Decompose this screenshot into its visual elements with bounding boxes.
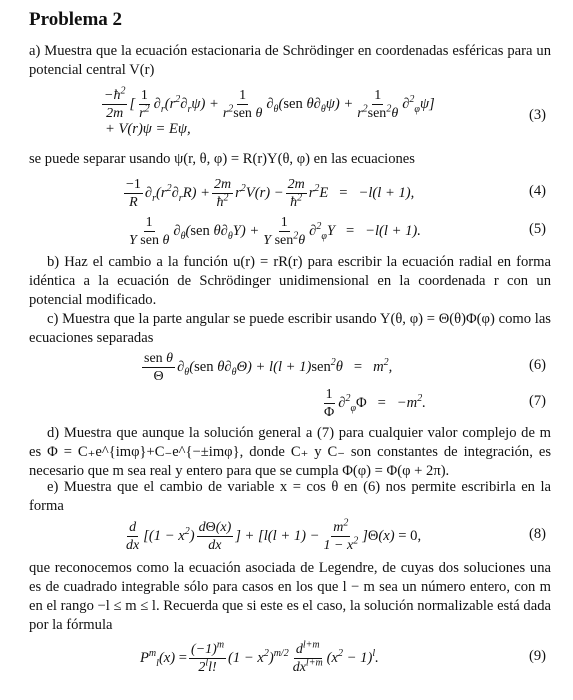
problem-title: Problema 2	[29, 9, 123, 30]
equation-6: $\frac{\text{sen θ}}{\Theta}$ $\partial_\theta(sen$ $\theta\partial_\theta\Theta) + l(l + 1)sen^2\theta = m^2$, (6)	[144, 351, 546, 384]
equation-7: $\frac{1}{\Phi}$ ∂$^2_\varphi$Φ = $-m^2$. (7)	[324, 387, 546, 420]
separate-paragraph: se puede separar usando ψ(r, θ, φ) = R(r)Y(θ, φ) en las ecuaciones	[29, 151, 415, 167]
equation-5-label: (5)	[528, 221, 546, 237]
part-e-paragraph: e) Muestra que el cambio de variable x = cos θ en (6) nos permite escribirla en la forma	[29, 479, 551, 514]
part-c-paragraph: c) Muestra que la parte angular se puede escribir usando Y(θ, φ) = Θ(θ)Φ(φ) como las ecuaciones separadas	[29, 311, 551, 346]
part-b-paragraph: b) Haz el cambio a la función u(r) = rR(r) para escribir la ecuación radial en forma idéntica a la ecuación de Schrödinger unidimensional en la coordenada r con un potencial modificado.	[29, 254, 551, 308]
legendre-paragraph: que reconocemos como la ecuación asociada de Legendre, de cuyas dos soluciones una es de cuadrado integrable sólo para casos en los que l − m sea un número entero, con m en el rango −l ≤ m ≤ l. Recuerda que si este es el caso, la solución normalizable está dada por la fórmula	[29, 560, 551, 633]
part-d-paragraph: d) Muestra que aunque la solución general a (7) para cualquier valor complejo de m es Φ = C₊e^{imφ}+C₋e^{−±imφ}, donde C₊ y C₋ son constantes de integración, es necesario que m sea real y entero para que se cumpla Φ(φ) = Φ(φ + 2π).	[29, 425, 551, 479]
equation-3-label: (3)	[528, 107, 546, 123]
equation-6-label: (6)	[528, 357, 546, 373]
equation-8-label: (8)	[528, 526, 546, 542]
intro-paragraph: a) Muestra que la ecuación estacionaria de Schrödinger en coordenadas esféricas para un potencial central V(r)	[29, 43, 551, 78]
equation-9-label: (9)	[528, 648, 546, 664]
equation-3-line-1: $\frac{-ħ^2}{2m}$ [ $\frac{1}{r^2}$ $\partial_r(r^2\partial_r\psi)$ + $\frac{1}{r^2sen \theta}$ $\partial_\theta(sen$ $\theta\partial_\theta\psi$) + $\frac{1}{r^2sen^2\theta}$ ∂$^2_\varphi$ψ]	[104, 85, 435, 121]
equation-8: $\frac{d}{dx}$ [$(1 - x^2)$ $\frac{d\Theta(x)}{dx}$ ] + [l(l + 1) − $\frac{m^2}{1 - x^2}$ ]Θ(x) = 0, (8)	[126, 517, 546, 553]
equation-3-line-2: + V(r)ψ = Eψ, (3)	[105, 107, 546, 137]
equation-7-label: (7)	[528, 393, 546, 409]
equation-9: $P^m_l(x)$ = $\frac{(-1)^m}{2^ll!}$ $(1 - x^2)^{m/2}$ $\frac{d^{l+m}}{dx^{l+m}}$ $(x^2 - 1)^l$. (9)	[140, 639, 546, 675]
equation-5: $\frac{1}{\text{Y sen θ}}$ $\partial_\theta(sen$ $\theta\partial_\theta Y$) + $\frac{1}{Y sen^2\theta}$ ∂$^2_\varphi$Y = −l(l + 1). (5)	[129, 215, 546, 248]
equation-4: $\frac{-1}{R}$ $\partial_r(r^2\partial_rR)$ + $\frac{2m}{ħ^2}$ $r^2V(r)$ − $\frac{2m}{ħ^2}$ $r^2E = -l(l + 1)$, (4)	[126, 177, 546, 210]
equation-4-label: (4)	[528, 183, 546, 199]
